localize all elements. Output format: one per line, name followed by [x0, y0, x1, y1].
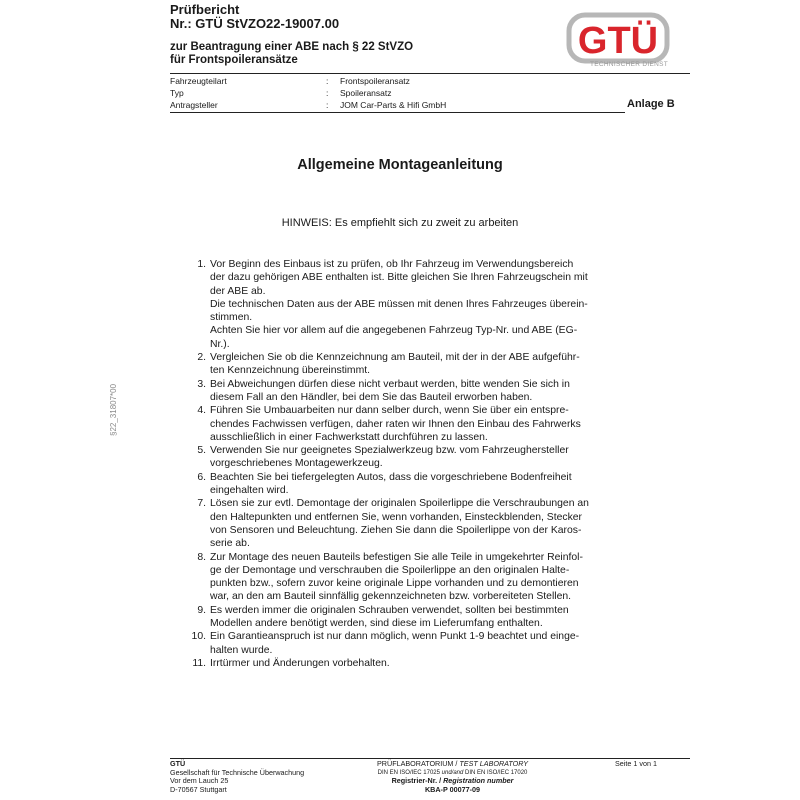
meta-label: Fahrzeugteilart — [170, 76, 227, 86]
footer-norm-and: und/and — [441, 769, 464, 776]
instruction-line: ten Kennzeichnung übereinstimmt. — [210, 365, 370, 377]
footer-lab-info — [360, 760, 545, 794]
footer-org: GTÜ — [170, 759, 186, 768]
report-number: Nr.: GTÜ StVZO22-19007.00 — [170, 16, 340, 31]
instruction-line: Bei Abweichungen dürfen diese nicht verbaut werden, bitte wenden Sie sich in — [210, 378, 570, 390]
meta-divider — [170, 112, 625, 113]
meta-label: Typ — [170, 88, 184, 98]
instruction-line: von Sensoren und Beleuchtung. Ziehen Sie dann die Spoilerlippe von der Karos- — [210, 524, 582, 536]
instruction-item — [190, 630, 670, 657]
instruction-number: 5. — [197, 445, 206, 457]
footer-kba-number: KBA-P 00077-09 — [424, 784, 480, 794]
meta-colon: : — [326, 100, 329, 110]
instruction-line: Die technischen Daten aus der ABE müssen mit denen Ihres Fahrzeuges überein- — [210, 298, 588, 310]
instruction-item — [190, 551, 670, 604]
instruction-line: halten wurde. — [210, 644, 273, 656]
instruction-line: ausschließlich in einer Fachwerkstatt durchführen zu lassen. — [210, 431, 488, 443]
page-number: Seite 1 von 1 — [615, 759, 657, 768]
instruction-line: Beachten Sie bei tiefergelegten Autos, dass die vorgeschriebene Bodenfreiheit — [210, 471, 572, 483]
meta-value: Spoileransatz — [340, 88, 392, 98]
instruction-line: stimmen. — [210, 312, 253, 324]
instruction-list — [190, 258, 670, 670]
meta-value: Frontspoileransatz — [340, 76, 410, 86]
instruction-number: 2. — [197, 352, 206, 364]
instruction-line: Ein Garantieanspruch ist nur dann möglich, wenn Punkt 1-9 beachtet und einge- — [210, 631, 580, 643]
instruction-item — [190, 604, 670, 631]
footer-street: Vor dem Lauch 25 — [170, 776, 229, 786]
footer-norm-a: DIN EN ISO/IEC 17025 — [377, 769, 440, 776]
instruction-item — [190, 378, 670, 405]
annex-label: Anlage B — [627, 98, 675, 110]
instruction-number: 6. — [197, 471, 206, 483]
instruction-line: Achten Sie hier vor allem auf die angegebenen Fahrzeug Typ-Nr. und ABE (EG- — [210, 325, 578, 337]
side-code: §22_31807*00 — [109, 383, 118, 436]
header-divider — [170, 73, 690, 74]
instruction-line: Zur Montage des neuen Bauteils befestigen Sie alle Teile in umgekehrter Reinfol- — [210, 551, 583, 563]
instruction-number: 11. — [192, 657, 206, 669]
instruction-line: Führen Sie Umbauarbeiten nur dann selber durch, wenn Sie über ein entspre- — [210, 405, 569, 417]
footer-lab-en: TEST LABORATORY — [459, 759, 528, 768]
instruction-line: ge der Demontage und verschrauben die Spoilerlippe an den originalen Halte- — [210, 564, 570, 576]
instruction-line: punkten bzw., sofern zuvor keine originale Lippe vorhanden und zu demontieren — [210, 578, 579, 590]
instruction-number: 3. — [197, 378, 206, 390]
instruction-item — [190, 657, 670, 670]
instruction-number: 7. — [197, 498, 206, 510]
instruction-number: 10. — [191, 631, 206, 643]
instruction-line: serie ab. — [210, 538, 250, 550]
logo-subtext: TECHNISCHER DIENST — [590, 61, 668, 68]
report-subtitle-line1: zur Beantragung einer ABE nach § 22 StVZO — [170, 41, 414, 53]
logo-text: GTÜ — [577, 20, 659, 62]
instruction-line: Modellen andere benötigt werden, sind diese im Lieferumfang enthalten. — [210, 618, 543, 630]
report-subtitle-line2: für Frontspoileransätze — [170, 54, 298, 66]
instruction-line: vorgeschriebenes Montagewerkzeug. — [210, 458, 383, 470]
meta-label: Antragsteller — [170, 100, 218, 110]
instruction-line: Vergleichen Sie ob die Kennzeichnung am Bauteil, mit der in der ABE aufgeführ- — [210, 352, 580, 364]
instruction-item — [190, 444, 670, 471]
meta-value: JOM Car-Parts & Hifi GmbH — [340, 100, 447, 110]
footer-org-full: Gesellschaft für Technische Überwachung — [170, 767, 305, 777]
meta-row-type — [170, 88, 690, 99]
meta-row-part-type — [170, 76, 690, 87]
instruction-line: Verwenden Sie nur geeignetes Spezialwerkzeug bzw. vom Fahrzeughersteller — [210, 445, 569, 457]
page-title: Allgemeine Montageanleitung — [297, 157, 503, 173]
instruction-item — [190, 351, 670, 378]
meta-row-applicant — [170, 100, 690, 111]
instruction-line: Irrtürmer und Änderungen vorbehalten. — [210, 657, 390, 669]
instruction-line: Es werden immer die originalen Schrauben verwendet, sollten bei bestimmten — [210, 604, 569, 616]
instruction-line: eingehalten wird. — [210, 485, 289, 497]
footer-lab-de: PRÜFLABORATORIUM / — [377, 759, 458, 768]
hint-text: HINWEIS: Es empfiehlt sich zu zweit zu arbeiten — [281, 217, 519, 229]
footer-address — [170, 760, 304, 794]
footer-norm-b: DIN EN ISO/IEC 17020 — [465, 769, 528, 776]
footer-city: D-70567 Stuttgart — [170, 784, 227, 794]
instruction-line: der dazu gehörigen ABE enthalten ist. Bitte gleichen Sie Ihren Fahrzeugschein mit — [210, 272, 588, 284]
instruction-number: 8. — [197, 551, 206, 563]
instruction-line: Nr.). — [210, 338, 230, 350]
instruction-line: war, an den am Bauteil sinnfällig gekennzeichneten bzw. vorbereiteten Stellen. — [210, 591, 572, 603]
footer-reg-en: Registration number — [443, 776, 514, 786]
instruction-item — [190, 497, 670, 550]
meta-colon: : — [326, 88, 329, 98]
footer-reg-de: Registrier-Nr. / — [391, 776, 442, 786]
instruction-item — [190, 471, 670, 498]
report-title: Prüfbericht — [170, 2, 240, 17]
instruction-line: chendes Fachwissen verfügen, daher raten wir Ihnen den Einbau des Fahrwerks — [210, 418, 581, 430]
instruction-item — [190, 404, 670, 444]
meta-colon: : — [326, 76, 329, 86]
instruction-line: den Haltepunkten und entfernen Sie, wenn vorhanden, Einsteckblenden, Stecker — [210, 511, 583, 523]
instruction-number: 4. — [197, 405, 206, 417]
instruction-item — [190, 258, 670, 351]
instruction-line: diesem Fall an den Händler, bei dem Sie das Bauteil erworben haben. — [210, 391, 533, 403]
instruction-number: 1. — [197, 259, 206, 270]
instruction-line: Vor Beginn des Einbaus ist zu prüfen, ob Ihr Fahrzeug im Verwendungsbereich — [210, 259, 574, 270]
instruction-number: 9. — [197, 604, 206, 616]
instruction-line: Lösen sie zur evtl. Demontage der originalen Spoilerlippe die Verschraubungen an — [210, 498, 589, 510]
instruction-line: der ABE ab. — [210, 285, 266, 297]
